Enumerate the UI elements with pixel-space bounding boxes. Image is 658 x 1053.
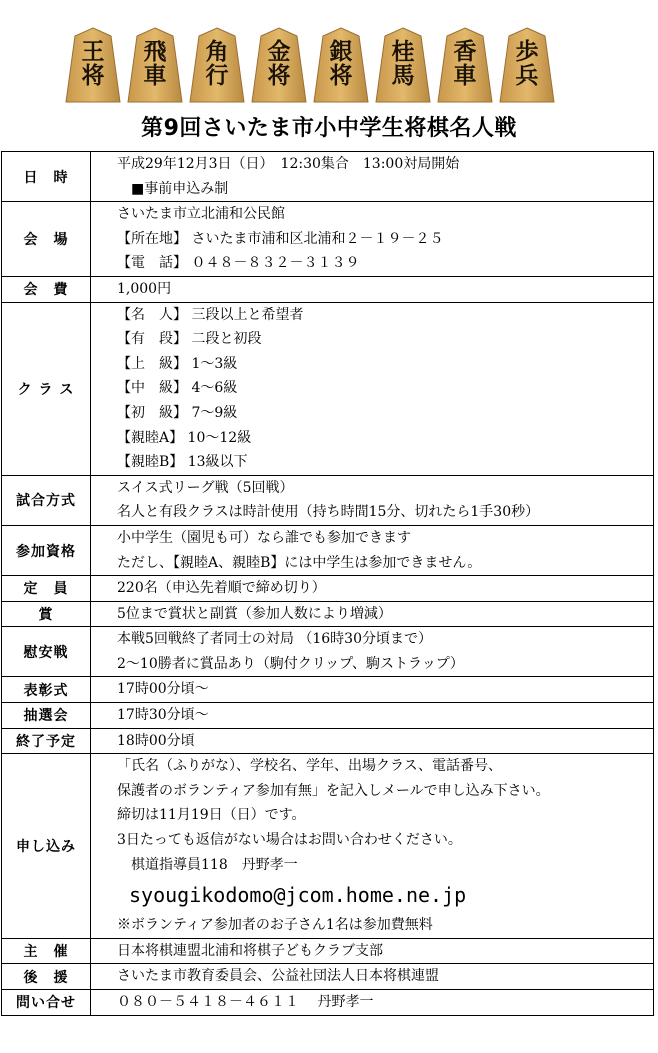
- piece-char-top: 王: [81, 38, 105, 65]
- value-line: 本戦5回戦終了者同士の対局 （16時30分頃まで）: [117, 631, 432, 648]
- row-label: 表彰式: [2, 677, 91, 703]
- row-value: [91, 964, 654, 990]
- row-label: 定 員: [2, 576, 91, 602]
- free-fee-note: ※ボランティア参加者のお子さん1名は参加費無料: [117, 917, 433, 934]
- row-label: 賞: [2, 601, 91, 627]
- value-line: 3日たっても返信がない場合はお問い合わせください。: [117, 832, 462, 849]
- value-line: 1,000円: [117, 280, 172, 297]
- value-line: ０８０－５４１８－４６１１ 丹野孝一: [117, 994, 374, 1010]
- value-line: 【電 話】 ０４８－８３２－３１３９: [117, 255, 360, 272]
- row-label: 慰安戦: [2, 627, 91, 677]
- info-row: [2, 728, 654, 754]
- info-row: [2, 938, 654, 964]
- value-line: 5位まで賞状と副賞（参加人数により増減）: [117, 605, 392, 622]
- info-row: [2, 475, 654, 525]
- value-line: 【親睦B】 13級以下: [117, 454, 248, 471]
- value-line: ■事前申込み制: [117, 180, 229, 197]
- value-line: 18時00分頃: [117, 732, 195, 749]
- piece-char-top: 飛: [143, 38, 167, 65]
- row-label: 後 援: [2, 964, 91, 990]
- piece-char-top: 香: [453, 38, 477, 65]
- piece-char-bottom: 馬: [391, 62, 415, 89]
- event-info-table: [1, 151, 654, 1016]
- row-value: [91, 475, 654, 525]
- row-value: [91, 990, 654, 1016]
- row-value: [91, 202, 654, 277]
- value-line: 17時00分頃～: [117, 681, 209, 698]
- piece-char-top: 歩: [515, 38, 539, 65]
- shogi-piece-7: [498, 26, 556, 104]
- row-value: [91, 728, 654, 754]
- info-row: [2, 703, 654, 729]
- row-value: [91, 152, 654, 202]
- value-line: 名人と有段クラスは時計使用（持ち時間15分、切れたら1手30秒）: [117, 504, 540, 521]
- value-line: 220名（申込先着順で締め切り）: [117, 580, 326, 597]
- row-label: 問い合せ: [2, 990, 91, 1016]
- info-row: [2, 302, 654, 475]
- info-row: [2, 525, 654, 575]
- shogi-piece-0: [64, 26, 122, 104]
- piece-char-bottom: 行: [205, 62, 229, 89]
- shogi-piece-4: [312, 26, 370, 104]
- row-label: 会 費: [2, 276, 91, 302]
- piece-char-bottom: 兵: [515, 62, 539, 89]
- info-row: [2, 576, 654, 602]
- value-line: 保護者のボランティア参加有無」を記入しメールで申し込み下さい。: [117, 782, 550, 799]
- shogi-piece-3: [250, 26, 308, 104]
- row-value: [91, 302, 654, 475]
- row-value: [91, 677, 654, 703]
- piece-char-bottom: 将: [267, 62, 291, 89]
- info-row: [2, 276, 654, 302]
- piece-char-bottom: 車: [453, 62, 477, 89]
- value-line: 「氏名（ふりがな）、学校名、学年、出場クラス、電話番号、: [117, 758, 502, 775]
- row-label: 試合方式: [2, 475, 91, 525]
- value-line: 棋道指導員118 丹野孝一: [117, 856, 298, 873]
- value-line: 【上 級】 1～3級: [117, 355, 238, 372]
- info-row: [2, 152, 654, 202]
- info-row: [2, 627, 654, 677]
- piece-char-top: 桂: [391, 38, 415, 65]
- row-value: [91, 276, 654, 302]
- row-value: [91, 627, 654, 677]
- value-line: 2～10勝者に賞品あり（駒付クリップ、駒ストラップ）: [117, 655, 464, 672]
- row-label: 日 時: [2, 152, 91, 202]
- value-line: 【有 段】 二段と初段: [117, 331, 262, 348]
- piece-char-bottom: 車: [143, 62, 167, 89]
- shogi-pieces-banner: [64, 26, 556, 106]
- row-value: [91, 754, 654, 939]
- row-value: [91, 601, 654, 627]
- shogi-piece-1: [126, 26, 184, 104]
- value-line: スイス式リーグ戦（5回戦）: [117, 479, 294, 496]
- value-line: 【名 人】 三段以上と希望者: [117, 306, 304, 323]
- row-label: 申し込み: [2, 754, 91, 939]
- value-line: さいたま市教育委員会、公益社団法人日本将棋連盟: [117, 968, 439, 985]
- piece-char-bottom: 将: [81, 62, 105, 89]
- row-value: [91, 703, 654, 729]
- value-line: 【親睦A】 10～12級: [117, 429, 252, 446]
- value-line: ただし、【親睦A、親睦B】には中学生は参加できません。: [117, 554, 482, 571]
- value-line: 日本将棋連盟北浦和将棋子どもクラブ支部: [117, 942, 383, 959]
- info-row: [2, 601, 654, 627]
- row-label: 会 場: [2, 202, 91, 277]
- value-line: 【所在地】 さいたま市浦和区北浦和２－１９－２５: [117, 230, 444, 247]
- shogi-piece-5: [374, 26, 432, 104]
- row-value: [91, 576, 654, 602]
- row-label: 終了予定: [2, 728, 91, 754]
- shogi-piece-6: [436, 26, 494, 104]
- piece-char-bottom: 将: [329, 62, 353, 89]
- row-label: 主 催: [2, 938, 91, 964]
- piece-char-top: 銀: [329, 38, 353, 65]
- value-line: 17時30分頃～: [117, 707, 209, 724]
- shogi-piece-2: [188, 26, 246, 104]
- row-value: [91, 525, 654, 575]
- value-line: 【初 級】 7～9級: [117, 404, 238, 421]
- piece-char-top: 角: [205, 38, 229, 65]
- info-row: [2, 202, 654, 277]
- info-row: [2, 754, 654, 939]
- value-line: 平成29年12月3日（日） 12:30集合 13:00対局開始: [117, 156, 460, 172]
- value-line: 【中 級】 4～6級: [117, 380, 238, 397]
- info-row: [2, 964, 654, 990]
- page-title: 第9回さいたま市小中学生将棋名人戦: [141, 116, 517, 141]
- piece-char-top: 金: [267, 38, 291, 65]
- value-line: 小中学生（園児も可）なら誰でも参加できます: [117, 529, 411, 546]
- info-row: [2, 677, 654, 703]
- row-label: ク ラ ス: [2, 302, 91, 475]
- value-line: 締切は11月19日（日）です。: [117, 807, 306, 824]
- row-value: [91, 938, 654, 964]
- info-row: [2, 990, 654, 1016]
- value-line: さいたま市立北浦和公民館: [117, 206, 285, 223]
- contact-email[interactable]: syougikodomo@jcom.home.ne.jp: [129, 883, 467, 908]
- row-label: 抽選会: [2, 703, 91, 729]
- row-label: 参加資格: [2, 525, 91, 575]
